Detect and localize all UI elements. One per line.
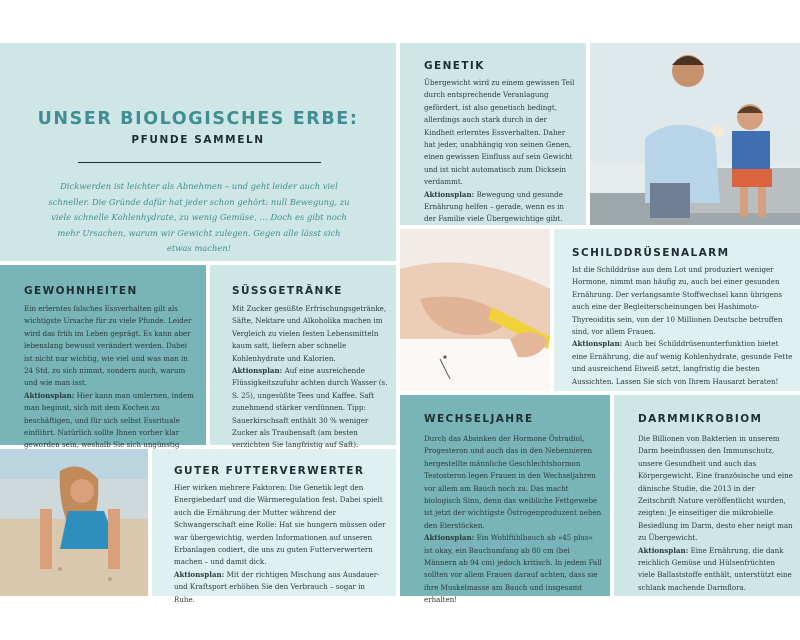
genetik-heading: GENETIK [424, 60, 485, 72]
schilddruese-panel [554, 229, 800, 391]
schilddruese-heading: SCHILDDRÜSENALARM [572, 247, 730, 259]
genetik-panel [400, 43, 586, 225]
photo-measuring-tape [400, 229, 550, 391]
schilddruese-text: Ist die Schilddrüse aus dem Lot und produziert weniger Hormone, nimmt man häufig zu, auch bei einer gesunden Ernährung. Der verlangsamte Stoffwechsel kann übrigens auch eine der Begleiterscheinungen bei Hashimoto-Thyreoiditis sein, von der 10 Millionen Deutsche betroffen sind, vor allem Frauen. Aktionsplan: Auch bei Schilddrüsenunterfunktion bietet eine Ernährung, die auf wenig Kohlenhydrate, gesunde Fette und ausreichend Eiweiß setzt, langfristig die besten Aussichten. Lassen Sie sich von Ihrem Hausarzt beraten! [572, 265, 793, 386]
suessgetraenke-panel [210, 265, 396, 450]
gewohnheiten-heading: GEWOHNHEITEN [24, 285, 138, 297]
suessgetraenke-heading: SÜSSGETRÄNKE [232, 285, 343, 297]
futterverwerter-heading: GUTER FUTTERVERWERTER [174, 465, 365, 477]
intro-panel [0, 43, 396, 261]
futterverwerter-panel [152, 449, 396, 604]
darmmikrobiom-text: Die Billionen von Bakterien in unserem Darm beeinflussen den Immunschutz, unsere Gesundheit und auch das Körpergewicht. Eine französische und eine dänische Studie, die 2013 in der Zeitschrift Nature veröffentlicht wurden, zeigten: Je einseitiger die mikrobielle Besiedlung im Darm, desto eher neigt man zu Übergewicht. Aktionsplan: Eine Ernährung, die dank reichlich Gemüse und Hülsenfrüchten viele Ballaststoffe enthält, unterstützt eine schlank machende Darmflora. [638, 434, 793, 592]
darmmikrobiom-panel [614, 395, 800, 596]
photo-woman-beach-image [0, 449, 148, 596]
photo-father-son [590, 43, 800, 225]
photo-measuring-tape-image [400, 229, 550, 391]
genetik-text: Übergewicht wird zu einem gewissen Teil durch entsprechende Veranlagung gefördert, ist also genetisch bedingt, allerdings auch stark durch in der Kindheit erlerntes Essverhalten. Daher hat jeder, unabhängig von seinen Genen, einen gewissen Einfluss auf sein Gewicht und ist nicht automatisch zum Dicksein verdammt. Aktionsplan: Bewegung und gesunde Ernährung helfen – gerade, wenn es in der Familie viele Übergewichtige gibt. [424, 78, 575, 224]
futterverwerter-text: Hier wirken mehrere Faktoren: Die Genetik legt den Energiebedarf und die Wärmeregulation fest. Dabei spielt auch die Ernährung der Mutter während der Schwangerschaft eine Rolle: Hat sie hungern müssen oder war übergewichtig, werden Informationen auf unseren Erbanlagen codiert, die uns zu guten Futterverwertern machen – und damit dick. Aktionsplan: Mit der richtigen Mischung aus Ausdauer- und Kraftsport erhöhen Sie den Verbrauch – sogar in Ruhe. [174, 483, 386, 604]
suessgetraenke-text: Mit Zucker gesüßte Erfrischungsgetränke, Säfte, Nektare und Alkoholika machen im Vergleich zu vielen festen Lebensmitteln kaum satt, liefern aber schnelle Kohlenhydrate und Kalorien. Aktionsplan: Auf eine ausreichende Flüssigkeitszufuhr achten durch Wasser (s. S. 25), ungesüßte Tees und Kaffee. Saft zunehmend stärker verdünnen. Tipp: Sauerkirschsaft enthält 30 % weniger Zucker als Traubensaft (am besten verzichten Sie langfristig auf Saft). [232, 304, 388, 450]
wechseljahre-heading: WECHSELJAHRE [424, 413, 534, 425]
title-divider [78, 162, 321, 163]
intro-text: Dickwerden ist leichter als Abnehmen – und geht leider auch viel schneller. Die Gründe dafür hat jeder schon gehört: null Bewegung, zu viele schnelle Kohlenhydrate, zu wenig Gemüse, … Doch es gibt noch mehr Ursachen, warum wir Gewicht zulegen. Gegen alle lässt sich etwas machen! [48, 181, 350, 254]
page-title: UNSER BIOLOGISCHES ERBE: [37, 109, 359, 129]
gewohnheiten-panel [0, 265, 206, 450]
page-subtitle: PFUNDE SAMMELN [131, 134, 265, 146]
wechseljahre-text: Durch das Absinken der Hormone Östradiol, Progesteron und auch das in den Nebennieren hergestellte männliche Geschlechtshormon Testosteron legen Frauen in den Wechseljahren vor allem am Bauch noch zu. Das macht biologisch Sinn, denn das weibliche Fettgewebe ist jetzt der wichtigste Östrogenproduzent neben den Eierstöcken. Aktionsplan: Ein Wohlfühlbauch ab »45 plus« ist okay, ein Bauchumfang ab 80 cm (bei Männern ab 94 cm) jedoch kritisch. In jedem Fall sollten vor allem Frauen darauf achten, dass sie ihre Muskelmasse am Bauch und insgesamt erhalten! [424, 434, 602, 605]
gewohnheiten-text: Ein erlerntes falsches Essverhalten gilt als wichtigste Ursache für zu viele Pfunde. Leider wird das früh im Leben geprägt. Es kann aber lebenslang bewusst verändert werden. Dabei ist nicht nur wichtig, wie viel und was man in 24 Std. zu sich nimmt, sondern auch, warum und wie man isst. Aktionsplan: Hier kann man umlernen, indem man beginnt, sich mit dem Kochen zu beschäftigen, und für sich selbst Essrituale einführt. Natürlich sollte Ihnen vorher klar geworden sein, weshalb Sie sich ungünstig [24, 304, 194, 450]
photo-father-son-image [590, 43, 800, 225]
wechseljahre-panel [400, 395, 610, 605]
darmmikrobiom-heading: DARMMIKROBIOM [638, 413, 763, 425]
photo-woman-beach [0, 449, 148, 596]
